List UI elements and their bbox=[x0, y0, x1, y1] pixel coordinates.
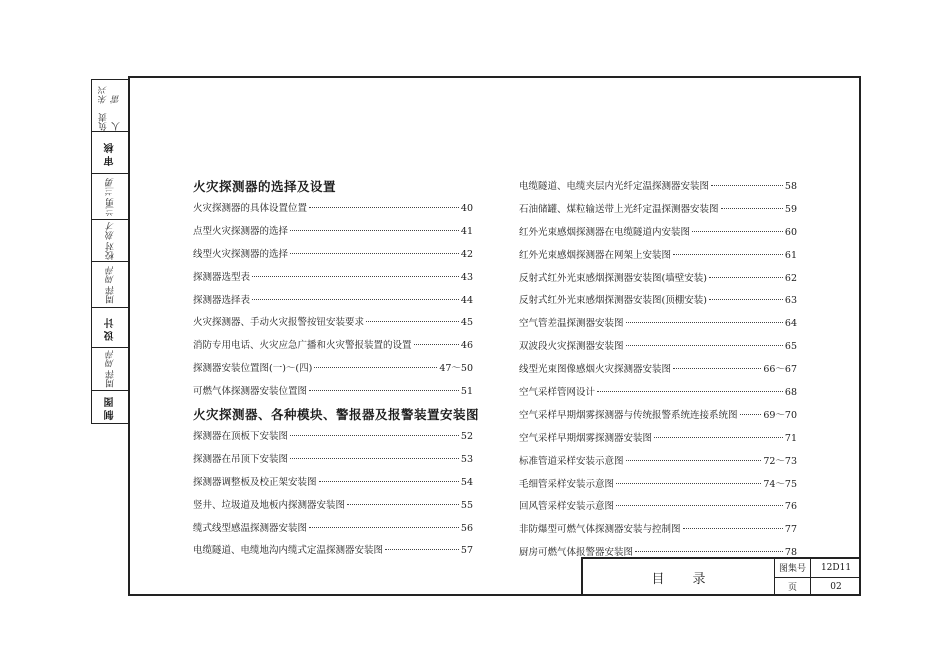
signature: 朱兴雷 bbox=[99, 86, 122, 105]
dot-leader bbox=[319, 481, 459, 482]
dot-leader bbox=[252, 276, 459, 277]
toc-entry[interactable] bbox=[193, 381, 473, 404]
toc-entry-title: 反射式红外光束感烟探测器安装图(墙壁安装) bbox=[519, 272, 707, 284]
toc-entry-page: 43 bbox=[460, 271, 473, 283]
toc-entry-page: 52 bbox=[460, 431, 473, 443]
toc-entry[interactable] bbox=[519, 382, 797, 405]
dot-leader bbox=[290, 458, 459, 459]
toc-entry[interactable] bbox=[519, 428, 797, 451]
toc-entry-page: 45 bbox=[460, 317, 473, 329]
section-heading: 火灾探测器、各种模块、警报器及报警装置安装图 bbox=[193, 407, 480, 423]
toc-entry-title: 线型光束图像感烟火灾探测器安装图 bbox=[519, 364, 672, 376]
toc-entry-title: 标准管道采样安装示意图 bbox=[519, 455, 624, 467]
dot-leader bbox=[597, 391, 783, 392]
drawing-title: 目录 bbox=[583, 559, 775, 596]
toc-entry-page: 69～70 bbox=[763, 409, 797, 421]
dot-leader bbox=[709, 277, 783, 278]
toc-entry[interactable] bbox=[193, 495, 473, 518]
toc-entry[interactable] bbox=[519, 199, 797, 222]
toc-entry[interactable] bbox=[193, 312, 473, 335]
toc-entry-title: 探测器在吊顶下安装图 bbox=[193, 453, 289, 465]
toc-entry-page: 68 bbox=[784, 387, 797, 399]
toc-entry-page: 42 bbox=[460, 248, 473, 260]
sidebar-label: 设计 bbox=[104, 314, 116, 341]
toc-entry[interactable] bbox=[193, 518, 473, 541]
dot-leader bbox=[673, 368, 761, 369]
toc-entry-page: 47～50 bbox=[439, 363, 473, 375]
toc-entry[interactable] bbox=[519, 405, 797, 428]
dot-leader bbox=[626, 345, 783, 346]
toc-entry-title: 火灾探测器的具体设置位置 bbox=[193, 203, 308, 214]
toc-entry[interactable] bbox=[193, 221, 473, 244]
toc-entry-title: 毛细管采样安装示意图 bbox=[519, 478, 615, 490]
dot-leader bbox=[414, 344, 459, 345]
toc-entry[interactable] bbox=[193, 540, 473, 563]
toc-entry[interactable] bbox=[193, 426, 473, 449]
dot-leader bbox=[309, 527, 459, 528]
sidebar-label: 周萍 bbox=[105, 285, 116, 304]
sidebar-label: 审核 bbox=[104, 139, 116, 166]
toc-entry-page: 40 bbox=[460, 203, 473, 214]
toc-entry[interactable] bbox=[519, 222, 797, 245]
dot-leader bbox=[347, 504, 459, 505]
toc-entry-title: 厨房可燃气体报警器安装图 bbox=[519, 547, 634, 559]
toc-entry-page: 53 bbox=[460, 453, 473, 465]
dot-leader bbox=[309, 207, 459, 208]
toc-entry-page: 66～67 bbox=[763, 364, 797, 376]
toc-entry[interactable] bbox=[193, 244, 473, 267]
atlas-number-value: 12D11 bbox=[811, 559, 861, 578]
dot-leader bbox=[366, 321, 459, 322]
toc-entry-page: 51 bbox=[460, 386, 473, 398]
dot-leader bbox=[692, 231, 783, 232]
toc-entry[interactable] bbox=[519, 359, 797, 382]
toc-entry-page: 57 bbox=[460, 545, 473, 557]
sidebar-label: 周萍 bbox=[105, 370, 116, 388]
toc-entry-title: 点型火灾探测器的选择 bbox=[193, 225, 289, 237]
toc-entry-title: 探测器选型表 bbox=[193, 271, 251, 283]
sidebar-label: 负责人 bbox=[99, 113, 122, 131]
toc-entry[interactable] bbox=[519, 290, 797, 313]
toc-entry-page: 44 bbox=[460, 294, 473, 306]
toc-entry-title: 可燃气体探测器安装位置图 bbox=[193, 386, 308, 398]
toc-entry-title: 空气管差温探测器安装图 bbox=[519, 318, 624, 330]
dot-leader bbox=[616, 483, 761, 484]
sidebar-label: 校对 bbox=[105, 241, 116, 260]
toc-entry-title: 消防专用电话、火灾应急广播和火灾警报装置的设置 bbox=[193, 340, 412, 352]
signature: 兰勇 bbox=[105, 177, 116, 196]
toc-entry-title: 探测器安装位置图(一)～(四) bbox=[193, 363, 313, 375]
dot-leader bbox=[290, 435, 459, 436]
toc-entry-title: 探测器调整板及校正架安装图 bbox=[193, 476, 317, 488]
toc-entry-page: 58 bbox=[784, 181, 797, 192]
sidebar-row-designer-name bbox=[92, 348, 128, 391]
toc-entry[interactable] bbox=[193, 290, 473, 313]
toc-entry-page: 61 bbox=[784, 249, 797, 261]
toc-entry[interactable] bbox=[193, 449, 473, 472]
dot-leader bbox=[635, 551, 783, 552]
toc-entry-page: 41 bbox=[460, 225, 473, 237]
toc-entry-title: 红外光束感烟探测器在网架上安装图 bbox=[519, 249, 672, 261]
toc-entry-page: 63 bbox=[784, 295, 797, 307]
toc-entry[interactable] bbox=[193, 358, 473, 381]
dot-leader bbox=[711, 185, 783, 186]
toc-entry-title: 缆式线型感温探测器安装图 bbox=[193, 522, 308, 534]
signature: 周萍 bbox=[105, 265, 116, 284]
toc-entry[interactable] bbox=[193, 198, 473, 221]
toc-entry-title: 竖井、垃圾道及地板内探测器安装图 bbox=[193, 499, 346, 511]
toc-entry[interactable] bbox=[519, 519, 797, 542]
toc-entry-page: 55 bbox=[460, 499, 473, 511]
dot-leader bbox=[626, 460, 762, 461]
sidebar-row-proofreader-name bbox=[92, 262, 128, 308]
dot-leader bbox=[314, 367, 437, 368]
toc-entry[interactable] bbox=[519, 245, 797, 268]
toc-entry-page: 77 bbox=[784, 524, 797, 536]
page-number-value: 02 bbox=[830, 581, 842, 592]
toc-entry-title: 火灾探测器、手动火灾报警按钮安装要求 bbox=[193, 317, 365, 329]
toc-entry-page: 72～73 bbox=[763, 455, 797, 467]
sidebar-label: 制图 bbox=[104, 394, 116, 420]
toc-entry-page: 74～75 bbox=[763, 478, 797, 490]
toc-entry-page: 60 bbox=[784, 226, 797, 238]
toc-entry[interactable] bbox=[519, 496, 797, 519]
toc-entry-title: 探测器在顶板下安装图 bbox=[193, 431, 289, 443]
toc-entry[interactable] bbox=[193, 472, 473, 495]
toc-entry-title: 电缆隧道、电缆夹层内光纤定温探测器安装图 bbox=[519, 181, 710, 192]
sidebar-row-design bbox=[92, 308, 128, 348]
dot-leader bbox=[721, 208, 783, 209]
toc-entry-page: 54 bbox=[460, 476, 473, 488]
section-heading: 火灾探测器的选择及设置 bbox=[193, 179, 337, 194]
toc-entry-title: 非防爆型可燃气体探测器安装与控制图 bbox=[519, 524, 681, 536]
toc-entry-title: 回风管采样安装示意图 bbox=[519, 501, 615, 513]
sidebar-label: 兰勇 bbox=[105, 197, 116, 216]
toc-entry-page: 76 bbox=[784, 501, 797, 513]
toc-entry[interactable] bbox=[519, 176, 797, 199]
toc-entry[interactable] bbox=[519, 336, 797, 359]
toc-entry-title: 探测器选择表 bbox=[193, 294, 251, 306]
toc-entry-title: 石油储罐、煤粒输送带上光纤定温探测器安装图 bbox=[519, 203, 719, 215]
toc-entry-title: 反射式红外光束感烟探测器安装图(顶棚安装) bbox=[519, 295, 707, 307]
toc-entry[interactable] bbox=[519, 268, 797, 291]
toc-entry-page: 71 bbox=[784, 432, 797, 444]
toc-entry-title: 空气采样管网设计 bbox=[519, 387, 596, 399]
dot-leader bbox=[683, 528, 783, 529]
signature: 周萍 bbox=[105, 350, 116, 368]
toc-entry-page: 64 bbox=[784, 318, 797, 330]
dot-leader bbox=[252, 299, 459, 300]
toc-entry-page: 65 bbox=[784, 341, 797, 353]
toc-right-column bbox=[519, 176, 797, 565]
signature-sidebar bbox=[91, 79, 128, 424]
sidebar-row-responsible bbox=[92, 80, 128, 132]
toc-entry[interactable] bbox=[519, 474, 797, 497]
dot-leader bbox=[654, 437, 783, 438]
sidebar-row-review bbox=[92, 132, 128, 174]
title-block-grid bbox=[775, 559, 861, 596]
page-number-label: 页 bbox=[775, 578, 811, 597]
toc-entry[interactable] bbox=[519, 313, 797, 336]
toc-entry-page: 46 bbox=[460, 340, 473, 352]
toc-entry[interactable] bbox=[519, 451, 797, 474]
toc-entry-title: 双波段火灾探测器安装图 bbox=[519, 341, 624, 353]
sidebar-row-drafting bbox=[92, 391, 128, 423]
sidebar-row-proofread bbox=[92, 220, 128, 262]
sidebar-row-reviewer-name bbox=[92, 174, 128, 220]
toc-entry[interactable] bbox=[193, 335, 473, 358]
toc-entry-page: 62 bbox=[784, 272, 797, 284]
dot-leader bbox=[309, 390, 459, 391]
toc-entry-title: 空气采样早期烟雾探测器与传统报警系统连接系统图 bbox=[519, 409, 738, 421]
atlas-number-label: 图集号 bbox=[775, 559, 811, 578]
toc-entry-title: 电缆隧道、电缆地沟内缆式定温探测器安装图 bbox=[193, 545, 384, 557]
title-block bbox=[581, 557, 861, 596]
toc-entry-title: 红外光束感烟探测器在电缆隧道内安装图 bbox=[519, 226, 691, 238]
dot-leader bbox=[616, 505, 783, 506]
dot-leader bbox=[740, 414, 762, 415]
dot-leader bbox=[290, 253, 459, 254]
dot-leader bbox=[626, 322, 783, 323]
toc-entry-page: 59 bbox=[784, 203, 797, 215]
toc-entry-title: 空气采样早期烟雾探测器安装图 bbox=[519, 432, 653, 444]
signature: 敖才 bbox=[105, 221, 116, 240]
toc-left-column bbox=[193, 176, 480, 563]
dot-leader bbox=[290, 230, 459, 231]
dot-leader bbox=[385, 549, 459, 550]
toc-entry-page: 78 bbox=[784, 547, 797, 559]
dot-leader bbox=[673, 254, 783, 255]
toc-entry-page: 56 bbox=[460, 522, 473, 534]
toc-entry[interactable] bbox=[193, 267, 473, 290]
dot-leader bbox=[709, 299, 783, 300]
toc-entry-title: 线型火灾探测器的选择 bbox=[193, 248, 289, 260]
